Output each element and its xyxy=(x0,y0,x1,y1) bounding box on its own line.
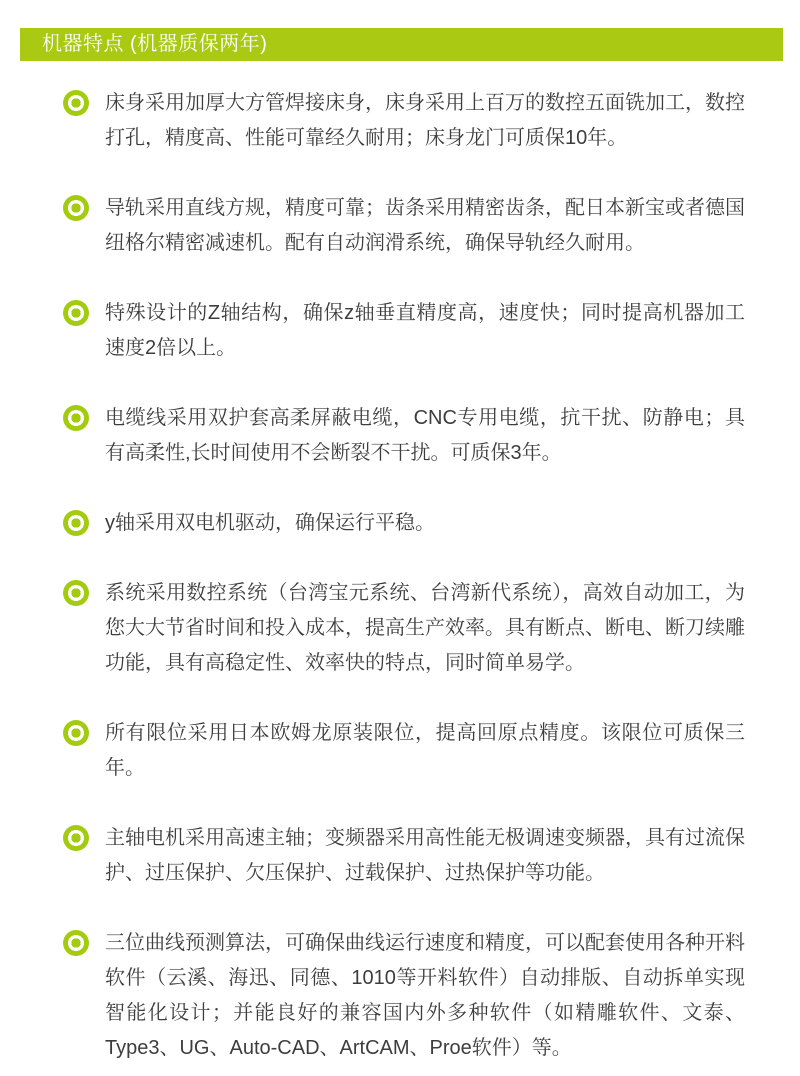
list-item xyxy=(63,86,800,156)
target-bullet-icon xyxy=(63,825,89,851)
feature-text: 三位曲线预测算法，可确保曲线运行速度和精度，可以配套使用各种开料软件（云溪、海迅、同德、1010等开料软件）自动排版、自动拆单实现智能化设计；并能良好的兼容国内外多种软件（如精雕软件、文泰、Type3、UG、Auto-CAD、ArtCAM、Proe软件）等。 xyxy=(105,932,745,1059)
target-bullet-icon xyxy=(63,510,89,536)
page xyxy=(0,28,800,1076)
section-title: 机器特点 (机器质保两年) xyxy=(42,33,268,55)
target-bullet-icon xyxy=(63,580,89,606)
list-item xyxy=(63,296,800,366)
list-item xyxy=(63,191,800,261)
feature-text: y轴采用双电机驱动，确保运行平稳。 xyxy=(105,512,435,534)
feature-text: 系统采用数控系统（台湾宝元系统、台湾新代系统），高效自动加工，为您大大节省时间和投入成本，提高生产效率。具有断点、断电、断刀续雕功能，具有高稳定性、效率快的特点，同时简单易学。 xyxy=(105,582,745,674)
list-item xyxy=(63,506,800,541)
feature-text: 电缆线采用双护套高柔屏蔽电缆，CNC专用电缆，抗干扰、防静电；具有高柔性,长时间使用不会断裂不干扰。可质保3年。 xyxy=(105,407,745,464)
list-item xyxy=(63,926,800,1066)
target-bullet-icon xyxy=(63,720,89,746)
target-bullet-icon xyxy=(63,300,89,326)
target-bullet-icon xyxy=(63,195,89,221)
list-item xyxy=(63,716,800,786)
feature-text: 所有限位采用日本欧姆龙原装限位，提高回原点精度。该限位可质保三年。 xyxy=(105,722,745,779)
section-header-bar xyxy=(20,28,783,61)
feature-text: 特殊设计的Z轴结构，确保z轴垂直精度高，速度快；同时提高机器加工速度2倍以上。 xyxy=(105,302,745,359)
list-item xyxy=(63,401,800,471)
target-bullet-icon xyxy=(63,405,89,431)
target-bullet-icon xyxy=(63,930,89,956)
target-bullet-icon xyxy=(63,90,89,116)
list-item xyxy=(63,821,800,891)
feature-text: 床身采用加厚大方管焊接床身，床身采用上百万的数控五面铣加工，数控打孔，精度高、性能可靠经久耐用；床身龙门可质保10年。 xyxy=(105,92,745,149)
feature-text: 导轨采用直线方规，精度可靠；齿条采用精密齿条，配日本新宝或者德国纽格尔精密减速机。配有自动润滑系统，确保导轨经久耐用。 xyxy=(105,197,745,254)
list-item xyxy=(63,576,800,681)
feature-text: 主轴电机采用高速主轴；变频器采用高性能无极调速变频器，具有过流保护、过压保护、欠压保护、过载保护、过热保护等功能。 xyxy=(105,827,745,884)
feature-list xyxy=(0,61,800,1066)
